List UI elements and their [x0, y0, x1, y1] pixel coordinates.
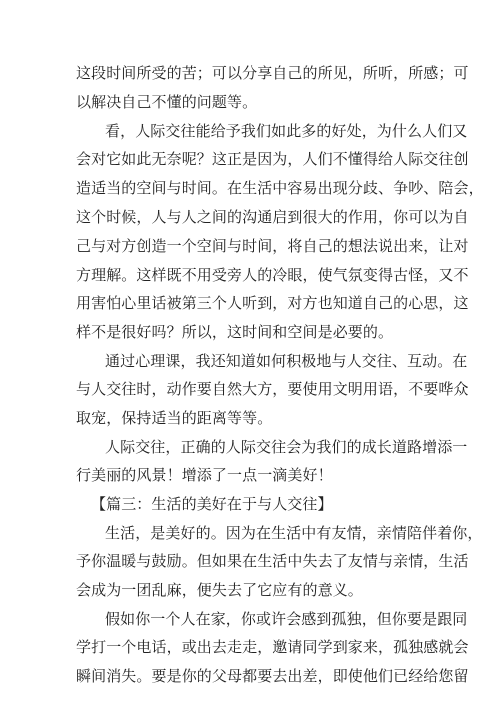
paragraph-start-line: 人际交往，正确的人际交往会为我们的成长道路增添一 — [105, 438, 468, 456]
section-heading: 【篇三：生活的美好在于与人交往】 — [91, 495, 333, 513]
text-line: 造适当的空间与时间。在生活中容易出现分歧、争吵、陪会， — [76, 179, 484, 197]
text-line: 行美丽的风景！增添了一点一滴美好！ — [76, 466, 333, 484]
text-line: 样不是很好吗？所以，这时间和空间是必要的。 — [76, 323, 394, 341]
text-line: 以解决自己不懂的问题等。 — [76, 93, 258, 111]
text-line: 瞬间消失。要是你的父母都要去出差，即使他们已经给您留 — [76, 667, 469, 685]
paragraph-start-line: 生活，是美好的。因为在生活中有友情，亲情陪伴着你， — [105, 524, 483, 542]
text-line: 这段时间所受的苦；可以分享自己的所见，所听，所感；可 — [76, 64, 469, 82]
text-line: 方理解。这样既不用受旁人的冷眼，使气氛变得古怪，又不 — [76, 266, 469, 284]
text-line: 用害怕心里话被第三个人听到，对方也知道自己的心思，这 — [76, 294, 469, 312]
text-line: 与人交往时，动作要自然大方，要使用文明用语，不要哗众 — [76, 380, 469, 398]
paragraph-start-line: 看，人际交往能给予我们如此多的好处，为什么人们又 — [105, 122, 468, 140]
paragraph-start-line: 通过心理课，我还知道如何积极地与人交往、互动。在 — [105, 352, 468, 370]
text-line: 学打一个电话，或出去走走，邀请同学到家来，孤独感就会 — [76, 638, 469, 656]
text-line: 取宠，保持适当的距离等等。 — [76, 409, 273, 427]
text-line: 会对它如此无奈呢？这正是因为，人们不懂得给人际交往创 — [76, 150, 469, 168]
text-line: 己与对方创造一个空间与时间，将自己的想法说出来，让对 — [76, 237, 469, 255]
paragraph-start-line: 假如你一个人在家，你或许会感到孤独，但你要是跟同 — [105, 610, 468, 628]
text-line: 予你温暖与鼓励。但如果在生活中失去了友情与亲情，生活 — [76, 552, 469, 570]
text-line: 会成为一团乱麻，便失去了它应有的意义。 — [76, 581, 363, 599]
text-line: 这个时候，人与人之间的沟通启到很大的作用，你可以为自 — [76, 208, 469, 226]
